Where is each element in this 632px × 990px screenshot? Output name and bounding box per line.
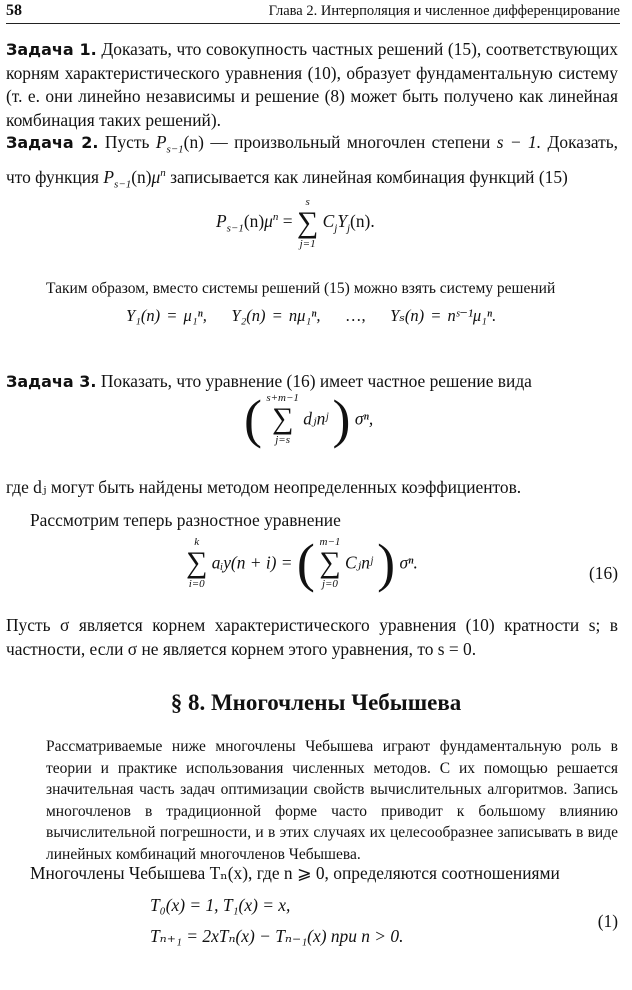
header-rule bbox=[6, 23, 620, 24]
task1-text: Доказать, что совокупность частных решений (15), соответствующих корням характеристического уравнения (10), образует фундаментальную систему (т. е. они линейно независимы и решение (8) может быть получено как линейная комбинация таких решений). bbox=[6, 39, 618, 130]
task3-expression: ( s+m−1 ∑ j=s dⱼnʲ ) σⁿ, bbox=[244, 389, 374, 449]
eq-lhs-symbol: P bbox=[216, 211, 227, 232]
eq16-rhs-factor: σⁿ. bbox=[399, 552, 418, 573]
task2-poly: P bbox=[155, 132, 167, 152]
eq16-number: (16) bbox=[589, 563, 618, 583]
task2-func-exp: n bbox=[160, 166, 166, 179]
eq16-rhs-sum: m−1 ∑ j=0 bbox=[319, 536, 341, 590]
eq16-after: Пусть σ является корнем характеристического уравнения (10) кратности s; в частности, если σ не является корнем этого уравнения, то s = 0. bbox=[6, 615, 618, 659]
eq1-line1: T₀(x) = 1, T₁(x) = x, bbox=[150, 895, 291, 915]
eq16-lhs-term: aᵢy(n + i) = bbox=[211, 552, 293, 573]
task2-poly-arg: (n) bbox=[183, 132, 204, 152]
section-intro: Рассматриваемые ниже многочлены Чебышева играют фундаментальную роль в теории и практике использования численных методов. С их помощью решается значительная часть задач оптимизации свойств вычислительных алгоритмов. Запись многочленов в традиционной форме часто приводит к большому влиянию вычислительной погрешности, и в этих случаях их целесообразнее записывать в виде линейных комбинаций многочленов Чебышева. bbox=[46, 738, 618, 863]
solution-ellipsis: …, bbox=[345, 306, 366, 325]
task3-label: Задача 3. bbox=[6, 372, 97, 391]
solution-ys: Yₛ(n) = nˢ⁻¹μ₁ⁿ. bbox=[390, 306, 497, 325]
eq16-lhs-lower: i=0 bbox=[188, 578, 205, 590]
task2-label: Задача 2. bbox=[6, 133, 99, 152]
eq16-rhs-lower: j=0 bbox=[321, 578, 338, 590]
eq-rhs-arg: (n). bbox=[350, 211, 375, 232]
eq-rhs-c: C bbox=[322, 211, 335, 232]
eq16-rhs-upper: m−1 bbox=[319, 536, 341, 548]
solution-system bbox=[126, 306, 496, 326]
equation-16: k ∑ i=0 aᵢy(n + i) = ( m−1 ∑ j=0 Cⱼnʲ ) σⁿ. bbox=[186, 533, 418, 593]
task2-text-c: Доказать, что функция bbox=[6, 132, 618, 187]
task3-after: где dⱼ могут быть найдены методом неопределенных коэффициентов. bbox=[6, 477, 522, 497]
task2-sum-upper: s bbox=[305, 196, 310, 208]
task2-text-b: — произвольный многочлен степени bbox=[210, 132, 491, 152]
eq-rhs-y: Y bbox=[337, 211, 347, 232]
task2-func-mu: μ bbox=[151, 166, 161, 187]
section-title: § 8. Многочлены Чебышева bbox=[170, 690, 462, 715]
task2-equation: $P_{s-1}(n)\mu^n$ = s ∑ j=1 $C_jY_j(n)$. bbox=[216, 196, 375, 250]
solution-y1: Y₁(n) = μ₁ⁿ, bbox=[126, 306, 207, 325]
task3-text: Показать, что уравнение (16) имеет частное решение вида bbox=[100, 371, 532, 391]
page-header bbox=[6, 2, 620, 24]
chapter-title: Глава 2. Интерполяция и численное дифференцирование bbox=[268, 3, 620, 19]
chebyshev-definition: Многочлены Чебышева Tₙ(x), где n ⩾ 0, определяются соотношениями bbox=[30, 863, 560, 883]
eq16-lhs-upper: k bbox=[194, 536, 200, 548]
solution-y2: Y₂(n) = nμ₁ⁿ, bbox=[231, 306, 321, 325]
eq16-lhs-sum: k ∑ i=0 bbox=[186, 536, 208, 590]
eq1-line2: Tₙ₊₁ = 2xTₙ(x) − Tₙ₋₁(x) при n > 0. bbox=[150, 926, 404, 946]
task2-sum: s ∑ j=1 bbox=[296, 196, 319, 250]
task1-label: Задача 1. bbox=[6, 40, 97, 59]
eq16-intro: Рассмотрим теперь разностное уравнение bbox=[30, 510, 341, 530]
task2-text-d: записывается как линейная комбинация функций (15) bbox=[170, 166, 568, 187]
task2-text-a: Пусть bbox=[104, 132, 150, 152]
task3-sum-lower: j=s bbox=[275, 434, 291, 446]
task2-sum-lower: j=1 bbox=[299, 238, 316, 250]
task1-paragraph bbox=[6, 38, 618, 132]
task3-paragraph bbox=[6, 370, 618, 394]
task3-factor: σⁿ, bbox=[354, 408, 374, 429]
task2-paragraph: Задача 2. Пусть $P_{s-1}(n)$ — произвольный многочлен степени s − 1. Доказать, что функция $P_{s-1}(n)\mu^n$ записывается как линейная комбинация функций (15) bbox=[6, 132, 618, 191]
task3-sum-upper: s+m−1 bbox=[266, 392, 299, 404]
task3-sum: s+m−1 ∑ j=s bbox=[266, 392, 299, 446]
eq1-number: (1) bbox=[597, 911, 618, 931]
task2-degree: s − 1. bbox=[496, 132, 542, 152]
eq16-rhs-term: Cⱼnʲ bbox=[345, 552, 373, 573]
task3-summand: dⱼnʲ bbox=[303, 408, 329, 429]
task2-followup: Таким образом, вместо системы решений (15) можно взять систему решений bbox=[46, 280, 556, 297]
page-number: 58 bbox=[6, 2, 22, 19]
task2-poly-sub: s−1 bbox=[166, 143, 184, 156]
